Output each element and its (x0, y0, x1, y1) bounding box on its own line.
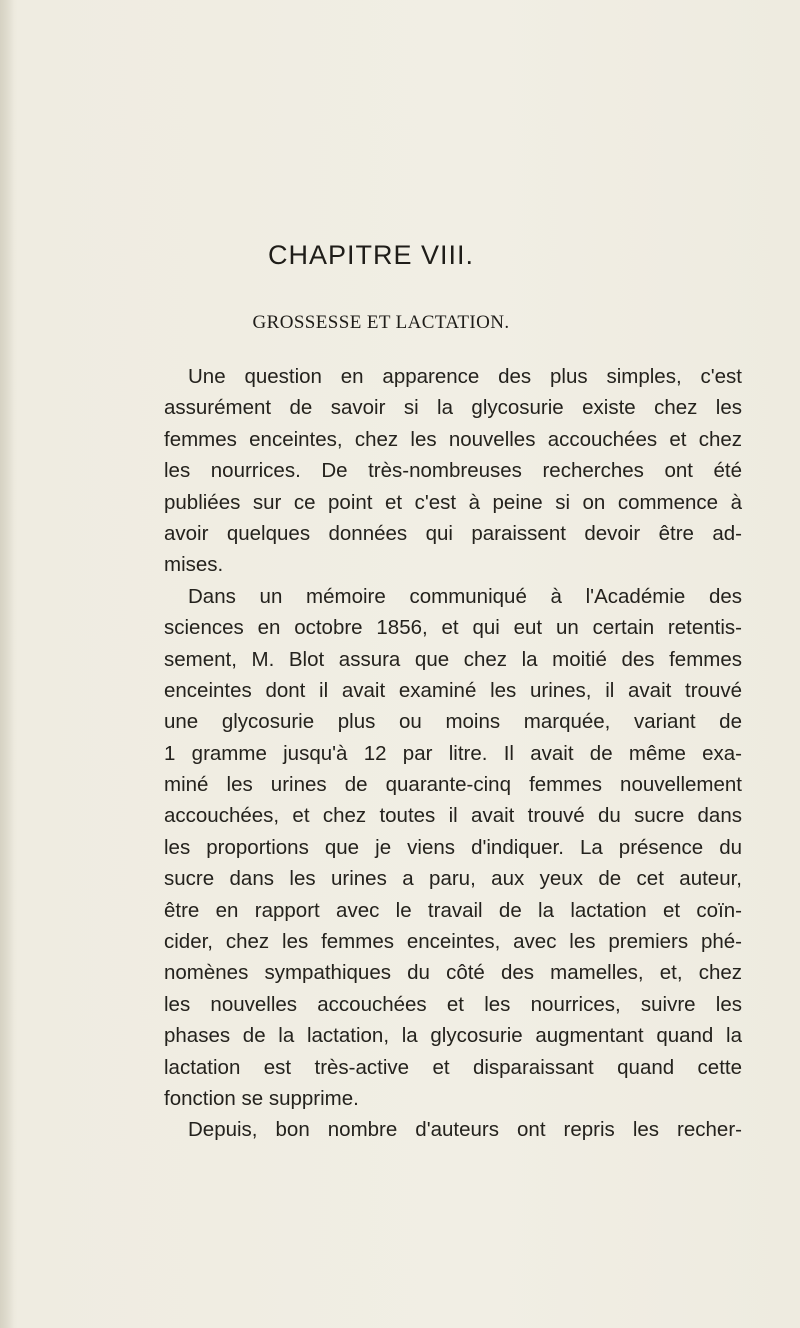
text-line: femmes enceintes, chez les nouvelles accouchées et chez (164, 427, 742, 451)
page-gutter-shadow (0, 0, 14, 1328)
text-line: fonction se supprime. (164, 1086, 359, 1110)
text-line: sucre dans les urines a paru, aux yeux de cet auteur, (164, 867, 742, 891)
text-line: 1 gramme jusqu'à 12 par litre. Il avait de même exa- (164, 741, 742, 765)
text-line: Une question en apparence des plus simples, c'est (188, 365, 742, 388)
chapter-title: CHAPITRE VIII. (267, 240, 475, 270)
text-line: Dans un mémoire communiqué à l'Académie des (188, 584, 742, 608)
text-line: accouchées, et chez toutes il avait trouvé du sucre dans (164, 804, 742, 828)
text-line: Depuis, bon nombre d'auteurs ont repris les recher- (188, 1118, 742, 1142)
text-line: être en rapport avec le travail de la lactation et coïn- (164, 898, 742, 922)
text-line: une glycosurie plus ou moins marquée, variant de (164, 710, 742, 734)
text-line: les nourrices. De très-nombreuses recherches ont été (164, 459, 742, 483)
text-line: nomènes sympathiques du côté des mamelles, et, chez (164, 961, 742, 985)
text-line: miné les urines de quarante-cinq femmes nouvellement (164, 773, 742, 797)
text-line: assurément de savoir si la glycosurie existe chez les (164, 396, 742, 420)
text-line: les proportions que je viens d'indiquer. La présence du (164, 835, 742, 859)
text-line: phases de la lactation, la glycosurie augmentant quand la (164, 1024, 742, 1048)
text-line: les nouvelles accouchées et les nourrices, suivre les (164, 992, 742, 1016)
text-line: mises. (164, 553, 224, 577)
text-line: lactation est très-active et disparaissant quand cette (164, 1055, 742, 1079)
text-line: publiées sur ce point et c'est à peine si on commence à (164, 490, 742, 514)
section-title: GROSSESSE ET LACTATION. (252, 312, 510, 333)
body-text (164, 361, 742, 1146)
text-line: cider, chez les femmes enceintes, avec les premiers phé- (164, 930, 742, 954)
text-line: enceintes dont il avait examiné les urines, il avait trouvé (164, 678, 742, 702)
text-line: avoir quelques données qui paraissent devoir être ad- (164, 521, 742, 545)
text-line: sement, M. Blot assura que chez la moitié des femmes (164, 647, 742, 671)
text-line: sciences en octobre 1856, et qui eut un certain retentis- (164, 616, 742, 640)
